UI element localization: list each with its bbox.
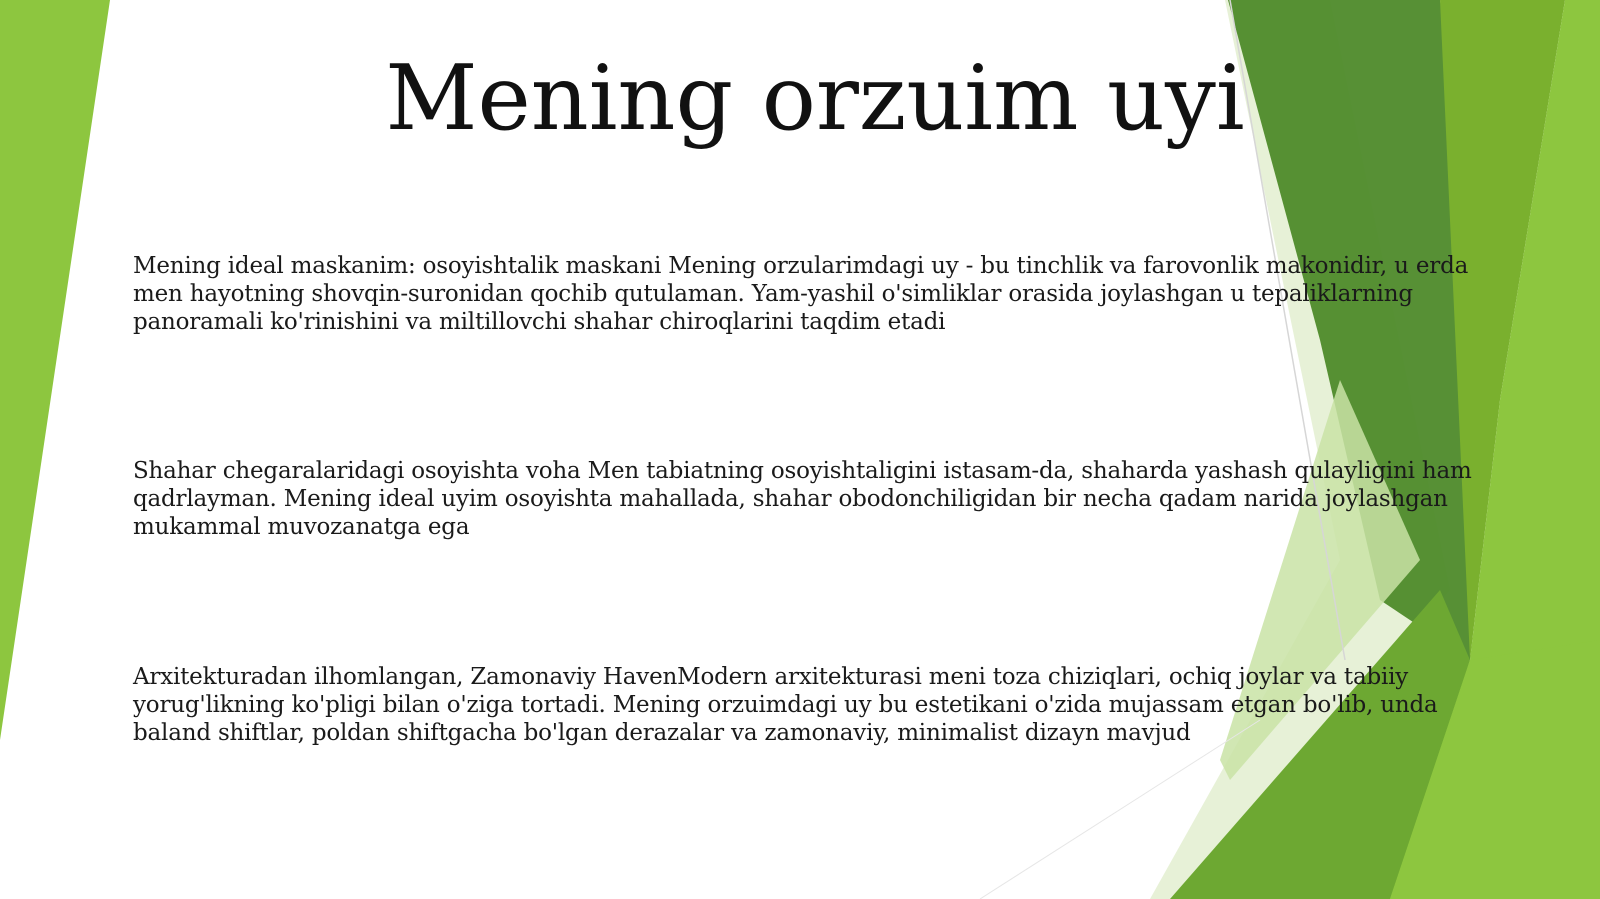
slide-title: Mening orzuim uyi xyxy=(385,46,1245,151)
paragraph-ideal-home: Mening ideal maskanim: osoyishtalik maskani Mening orzularimdagi uy - bu tinchlik va farovonlik makonidir, u erda men hayotning shovqin-suronidan qochib qutulaman. Yam-yashil o'simliklar orasida joylashgan u tepaliklarning panoramali ko'rinishini va miltillovchi shahar chiroqlarini taqdim etadi xyxy=(133,253,1469,335)
paragraph-modern-architecture: Arxitekturadan ilhomlangan, Zamonaviy HavenModern arxitekturasi meni toza chiziqlari, ochiq joylar va tabiiy yorug'likning ko'pligi bilan o'ziga tortadi. Mening orzuimdagi uy bu estetikani o'zida mujassam etgan bo'lib, unda baland shiftlar, poldan shiftgacha bo'lgan derazalar va zamonaviy, minimalist dizayn mavjud xyxy=(133,664,1438,746)
paragraph-city-oasis: Shahar chegaralaridagi osoyishta voha Men tabiatning osoyishtaligini istasam-da, shaharda yashash qulayligini ham qadrlayman. Mening ideal uyim osoyishta mahallada, shahar obodonchiligidan bir necha qadam narida joylashgan mukammal muvozanatga ega xyxy=(133,458,1472,540)
